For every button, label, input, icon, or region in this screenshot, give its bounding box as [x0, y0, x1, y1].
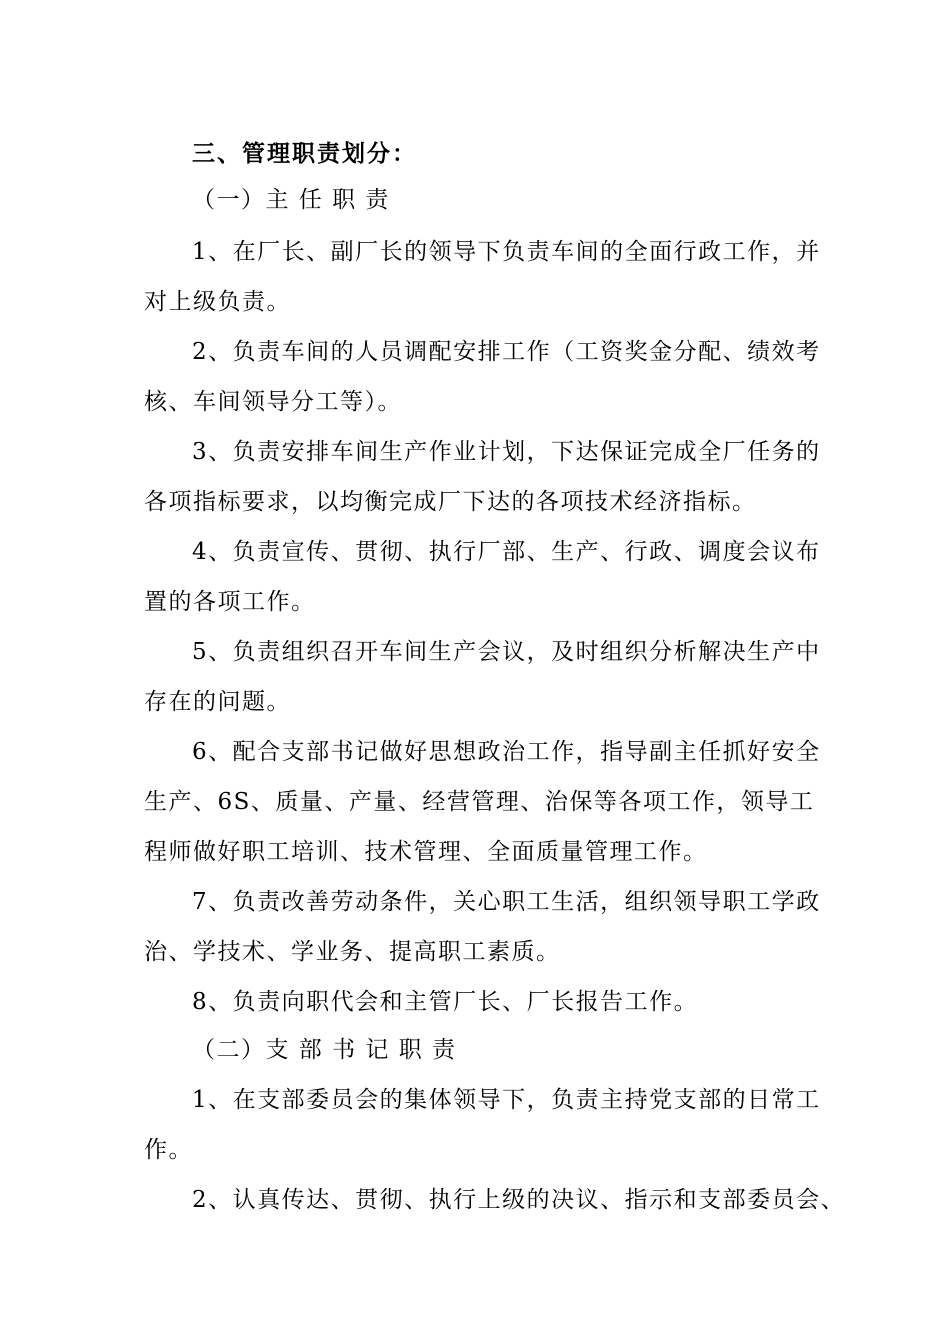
subsection-title-secretary: （二）支 部 书 记 职 责	[192, 1037, 457, 1063]
paragraph-line: 生产、6S、质量、产量、经营管理、治保等各项工作，领导工	[144, 789, 815, 815]
paragraph-line: 8、负责向职代会和主管厂长、厂长报告工作。	[192, 989, 699, 1015]
paragraph-line: 对上级负责。	[144, 289, 291, 315]
paragraph-line: 作。	[144, 1137, 193, 1163]
paragraph-line: 5、负责组织召开车间生产会议，及时组织分析解决生产中	[192, 639, 821, 665]
paragraph-line: 1、在支部委员会的集体领导下，负责主持党支部的日常工	[192, 1087, 821, 1113]
paragraph-line: 1、在厂长、副厂长的领导下负责车间的全面行政工作，并	[192, 239, 821, 265]
paragraph-line: 各项指标要求，以均衡完成厂下达的各项技术经济指标。	[144, 489, 757, 515]
paragraph-line: 程师做好职工培训、技术管理、全面质量管理工作。	[144, 839, 708, 865]
paragraph-line: 2、认真传达、贯彻、执行上级的决议、指示和支部委员会、	[192, 1187, 846, 1213]
paragraph-line: 3、负责安排车间生产作业计划，下达保证完成全厂任务的	[192, 439, 821, 465]
paragraph-line: 7、负责改善劳动条件，关心职工生活，组织领导职工学政	[192, 889, 821, 915]
paragraph-line: 6、配合支部书记做好思想政治工作，指导副主任抓好安全	[192, 739, 821, 765]
paragraph-line: 4、负责宣传、贯彻、执行厂部、生产、行政、调度会议布	[192, 539, 821, 565]
section-heading: 三、管理职责划分：	[192, 141, 417, 167]
paragraph-line: 置的各项工作。	[144, 589, 316, 615]
subsection-title-director: （一）主 任 职 责	[192, 187, 390, 213]
paragraph-line: 治、学技术、学业务、提高职工素质。	[144, 939, 561, 965]
paragraph-line: 2、负责车间的人员调配安排工作（工资奖金分配、绩效考	[192, 339, 821, 365]
paragraph-line: 存在的问题。	[144, 689, 291, 715]
paragraph-line: 核、车间领导分工等）。	[144, 389, 402, 415]
